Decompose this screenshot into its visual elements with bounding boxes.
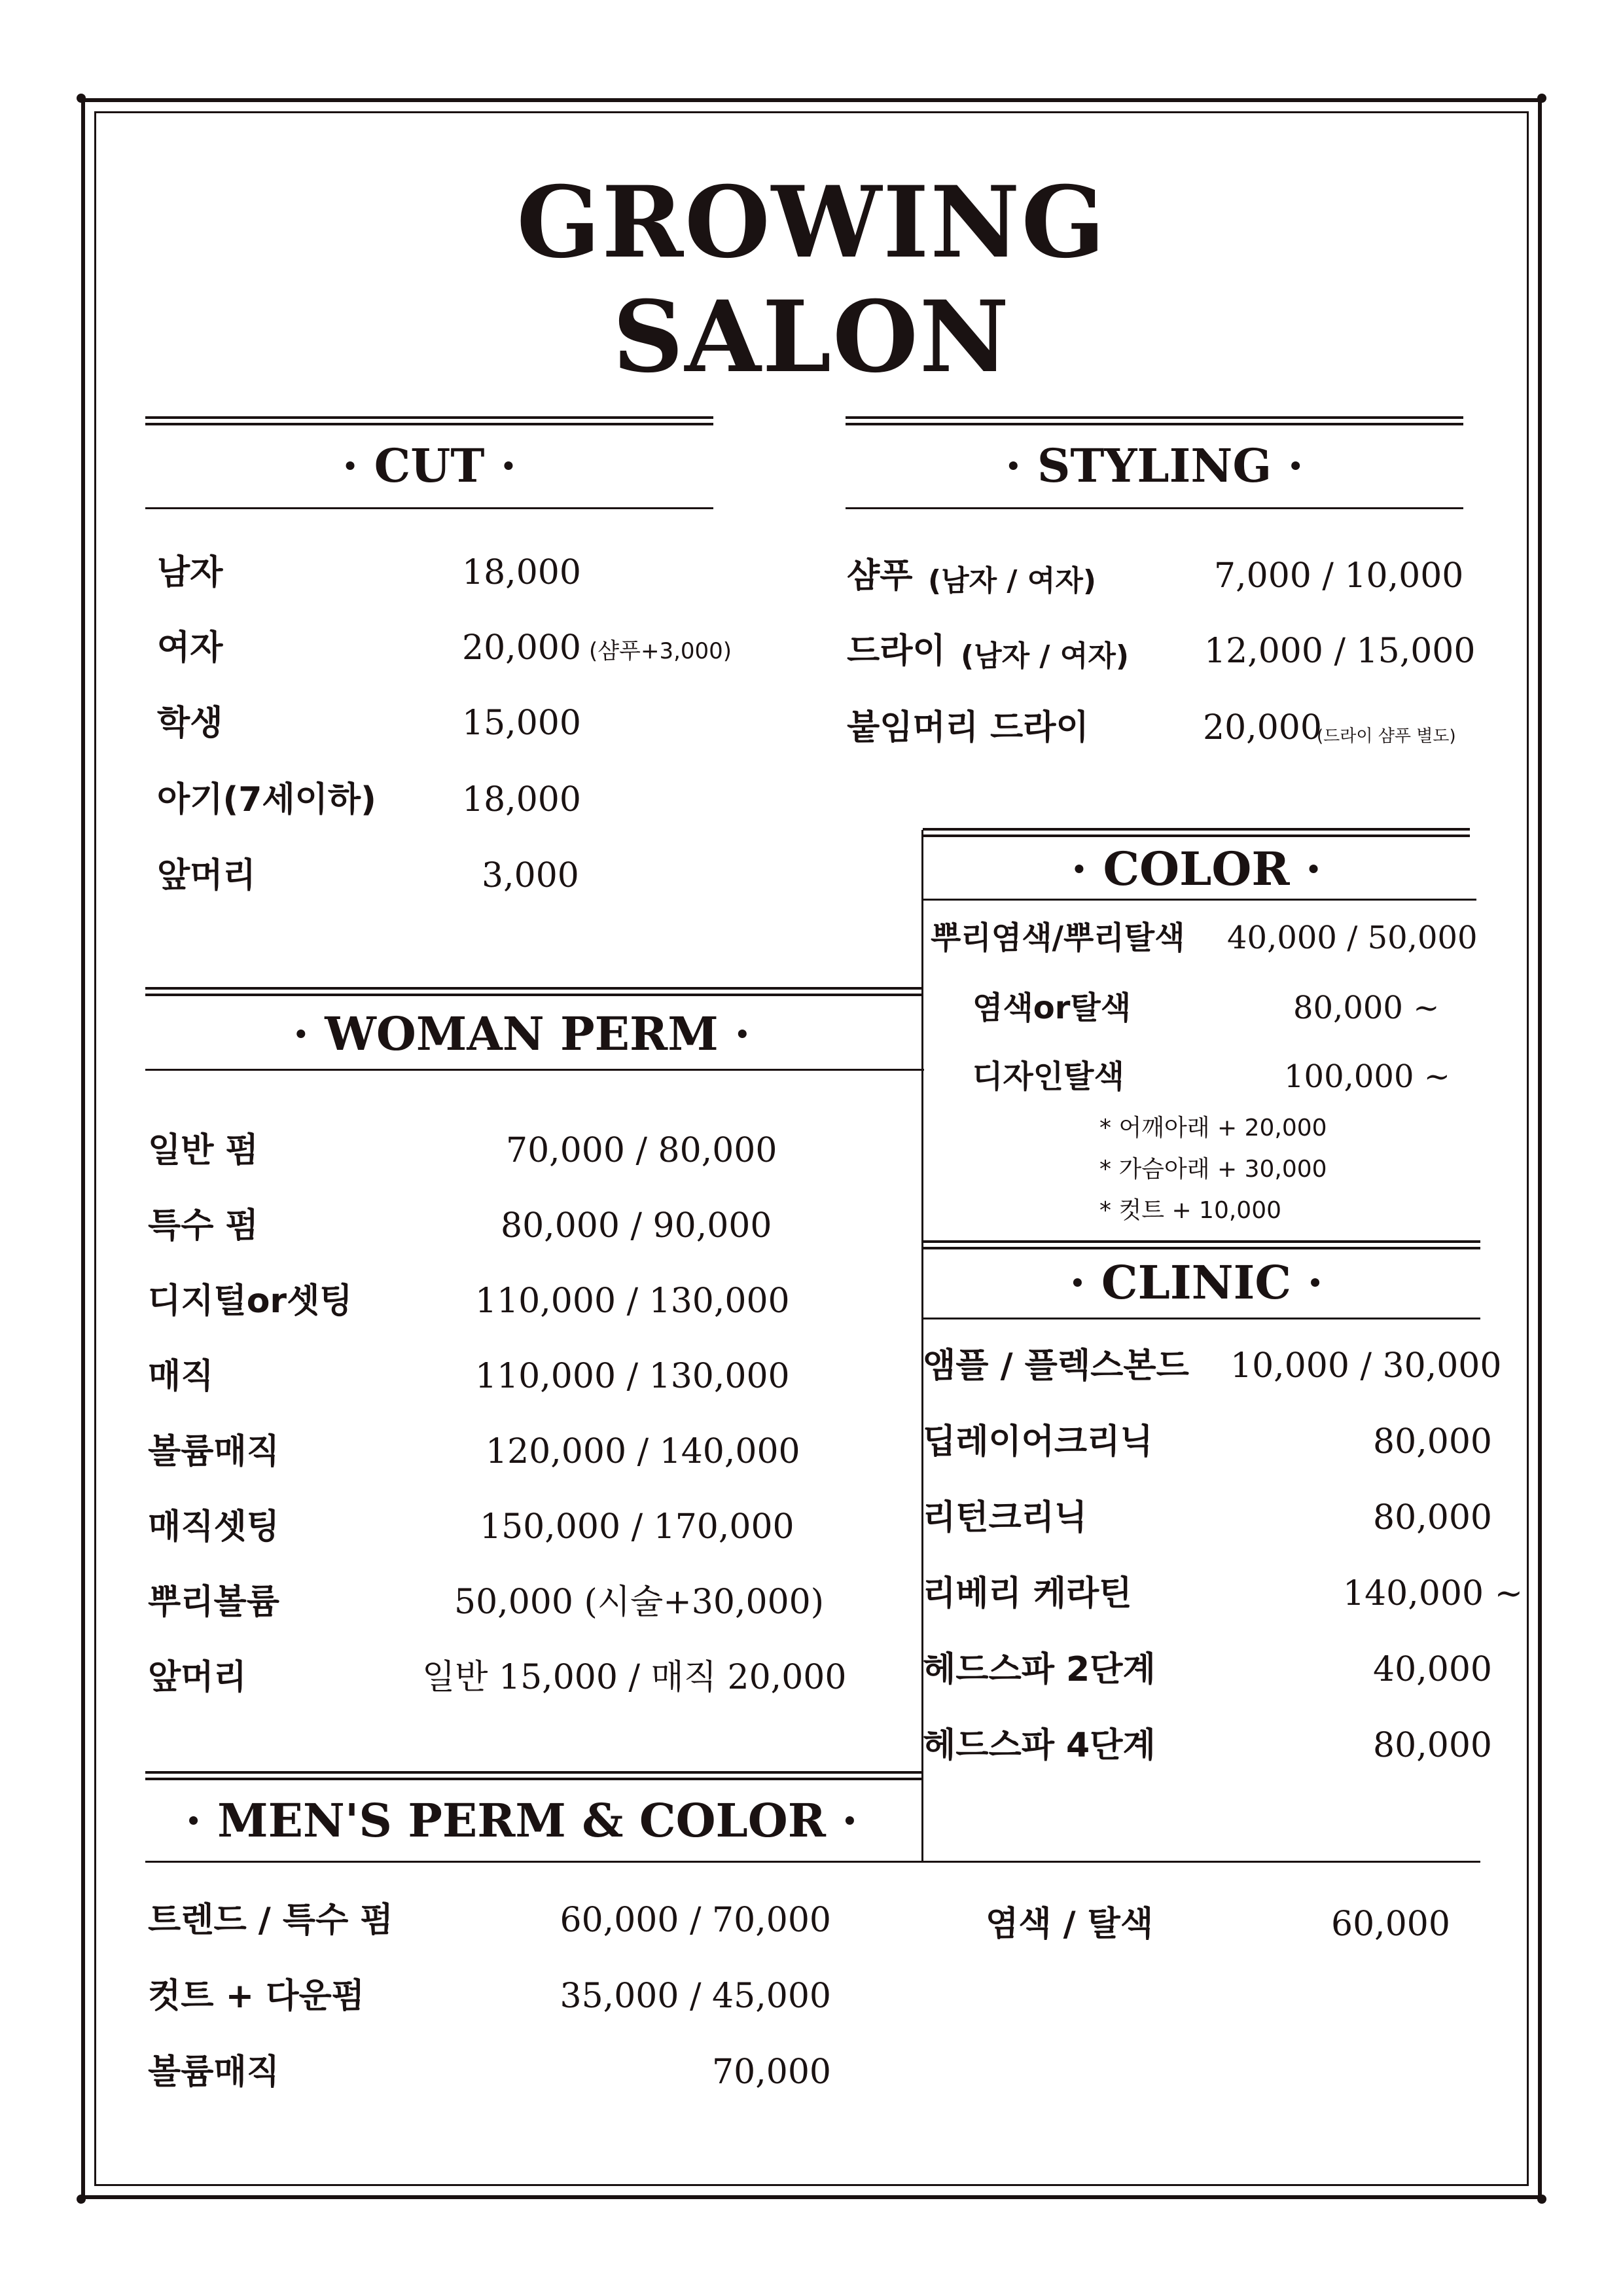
salon-name-line2: SALON — [613, 279, 1010, 395]
color-note: * 어깨아래 + 20,000 — [1099, 1115, 1327, 1141]
mens-perm-item-price: 35,000 / 45,000 — [560, 1977, 831, 2016]
woman-perm-item-price: 70,000 / 80,000 — [506, 1131, 777, 1170]
styling-item-sub: (남자 / 여자) — [961, 639, 1129, 673]
cut-item-name: 남자 — [157, 553, 223, 592]
mens-perm-top-rule — [145, 1771, 923, 1774]
woman-perm-item-price: 50,000 (시술+30,000) — [454, 1583, 825, 1622]
styling-item-name: 붙임머리 드라이 — [847, 708, 1089, 747]
woman-perm-item-price: 120,000 / 140,000 — [486, 1432, 800, 1471]
clinic-item-price: 80,000 — [1373, 1422, 1492, 1462]
woman-perm-item-name: 앞머리 — [148, 1658, 247, 1697]
styling-item-price: 7,000 / 10,000 — [1214, 556, 1464, 596]
woman-perm-item-name: 매직셋팅 — [148, 1507, 279, 1547]
cut-bottom-rule — [145, 507, 713, 509]
woman-perm-item-name: 뿌리볼륨 — [148, 1583, 279, 1622]
clinic-item-name: 헤드스파 2단계 — [923, 1650, 1156, 1689]
clinic-item-name: 리턴크리닉 — [923, 1498, 1088, 1537]
woman-perm-item-price: 150,000 / 170,000 — [480, 1507, 794, 1547]
styling-item-name: 샴푸 — [847, 556, 913, 596]
color-item-name: 뿌리염색/뿌리탈색 — [931, 920, 1185, 956]
clinic-item-price: 80,000 — [1373, 1726, 1492, 1765]
styling-item-price: 20,000 — [1203, 708, 1322, 747]
clinic-bottom-rule — [923, 1318, 1480, 1319]
corner-dot-top-right — [1537, 94, 1546, 103]
clinic-item-price: 40,000 — [1373, 1650, 1492, 1689]
styling-item-price: 12,000 / 15,000 — [1204, 632, 1476, 671]
mens-dye-price: 60,000 — [1331, 1905, 1450, 1944]
color-clinic-divider — [921, 830, 923, 1861]
woman-perm-item-name: 특수 펌 — [148, 1206, 259, 1246]
clinic-item-name: 앰플 / 플렉스본드 — [923, 1346, 1189, 1386]
cut-item-price: 20,000 — [462, 628, 581, 668]
cut-section-title: · CUT · — [342, 439, 517, 493]
mens-perm-item-name: 컷트 + 다운펌 — [148, 1977, 365, 2016]
cut-item-price: 18,000 — [462, 780, 581, 819]
cut-item-name: 아기(7세이하) — [157, 780, 376, 819]
mens-dye-name: 염색 / 탈색 — [986, 1905, 1154, 1944]
woman-perm-item-price: 80,000 / 90,000 — [501, 1206, 772, 1246]
woman-perm-section-title: · WOMAN PERM · — [293, 1007, 751, 1061]
mens-perm-item-price: 70,000 — [712, 2053, 831, 2092]
clinic-top-rule — [923, 1240, 1480, 1243]
clinic-item-price: 80,000 — [1373, 1498, 1492, 1537]
color-item-price: 80,000 ~ — [1293, 990, 1440, 1026]
cut-item-name: 여자 — [157, 628, 223, 668]
woman-perm-item-price: 110,000 / 130,000 — [475, 1282, 790, 1321]
clinic-item-price: 10,000 / 30,000 — [1230, 1346, 1502, 1386]
cut-item-price: 15,000 — [462, 704, 581, 743]
clinic-item-name: 딥레이어크리닉 — [923, 1422, 1153, 1462]
mens-perm-section-title: · MEN'S PERM & COLOR · — [185, 1793, 858, 1848]
color-item-name: 염색or탈색 — [972, 990, 1132, 1026]
mens-perm-item-price: 60,000 / 70,000 — [560, 1901, 831, 1940]
woman-perm-item-name: 볼륨매직 — [148, 1432, 279, 1471]
cut-item-price: 18,000 — [462, 553, 581, 592]
mens-perm-bottom-rule — [145, 1861, 1480, 1863]
clinic-item-name: 리베리 케라틴 — [923, 1574, 1132, 1613]
styling-item-note: (드라이 샴푸 별도) — [1317, 726, 1456, 746]
color-item-price: 100,000 ~ — [1284, 1058, 1450, 1095]
color-note: * 가슴아래 + 30,000 — [1099, 1156, 1327, 1183]
color-top-rule — [923, 828, 1470, 831]
woman-perm-item-name: 매직 — [148, 1357, 214, 1396]
corner-dot-bottom-left — [77, 2195, 86, 2204]
color-item-price: 40,000 / 50,000 — [1227, 920, 1478, 956]
styling-item-name: 드라이 — [847, 632, 946, 671]
woman-perm-bottom-rule — [145, 1069, 924, 1071]
salon-name-line1: GROWING — [516, 165, 1107, 280]
mens-perm-item-name: 볼륨매직 — [148, 2053, 279, 2092]
woman-perm-item-price: 일반 15,000 / 매직 20,000 — [422, 1658, 847, 1697]
clinic-item-price: 140,000 ~ — [1343, 1574, 1524, 1613]
color-section-title: · COLOR · — [1071, 842, 1322, 896]
cut-item-note: (샴푸+3,000) — [589, 638, 732, 664]
styling-bottom-rule — [846, 507, 1463, 509]
woman-perm-item-name: 디지털or셋팅 — [148, 1282, 353, 1321]
clinic-item-name: 헤드스파 4단계 — [923, 1726, 1156, 1765]
cut-item-name: 앞머리 — [157, 856, 256, 895]
cut-item-name: 학생 — [157, 704, 223, 743]
corner-dot-top-left — [77, 94, 86, 103]
color-note: * 컷트 + 10,000 — [1099, 1197, 1282, 1224]
color-bottom-rule — [923, 899, 1476, 901]
cut-top-rule — [145, 416, 713, 419]
woman-perm-item-price: 110,000 / 130,000 — [475, 1357, 790, 1396]
woman-perm-top-rule — [145, 987, 923, 990]
cut-item-price: 3,000 — [482, 856, 579, 895]
woman-perm-item-name: 일반 펌 — [148, 1131, 259, 1170]
color-item-name: 디자인탈색 — [972, 1058, 1124, 1095]
mens-perm-item-name: 트렌드 / 특수 펌 — [148, 1901, 393, 1940]
styling-item-sub: (남자 / 여자) — [928, 564, 1096, 598]
corner-dot-bottom-right — [1537, 2195, 1546, 2204]
styling-top-rule — [846, 416, 1463, 419]
clinic-section-title: · CLINIC · — [1069, 1255, 1323, 1310]
styling-section-title: · STYLING · — [1005, 439, 1304, 493]
